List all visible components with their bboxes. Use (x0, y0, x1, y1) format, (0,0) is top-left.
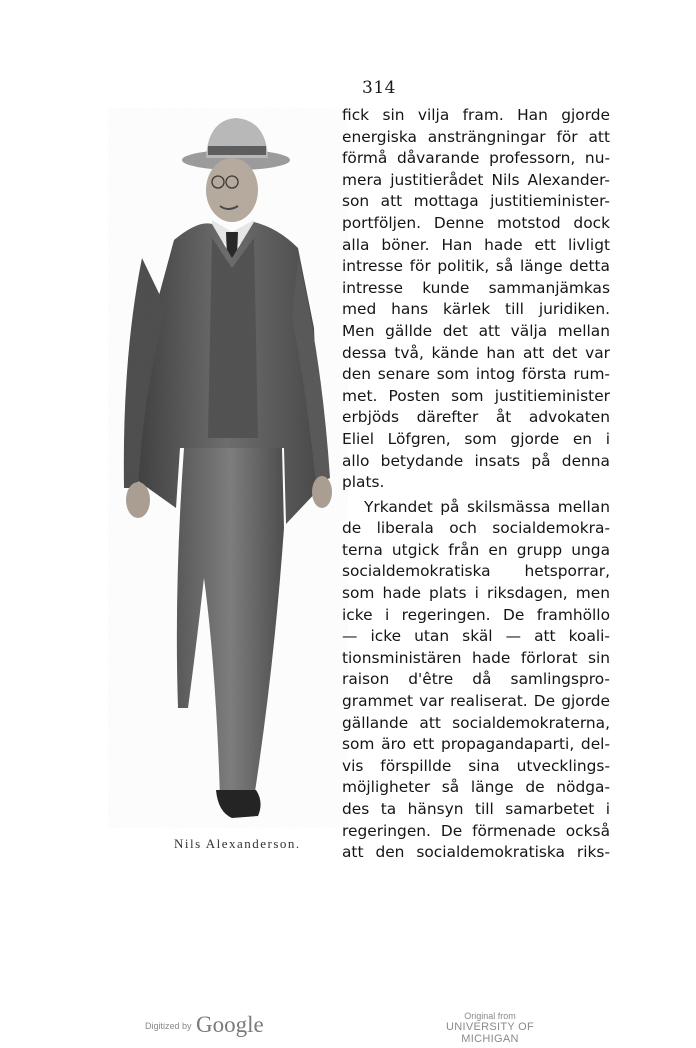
text-line: icke i regeringen. De framhöllo (342, 605, 610, 624)
original-from-watermark (424, 1011, 556, 1045)
institution-label: UNIVERSITY OF MICHIGAN (445, 1021, 535, 1045)
photo-caption: Nils Alexanderson. (174, 836, 301, 851)
page-number: 314 (362, 78, 396, 98)
text-line: intresse för politik, så länge detta (342, 257, 610, 276)
text-line: raison d'être då samlingspro- (342, 670, 610, 689)
text-line: met. Posten som justitieminister (342, 386, 610, 405)
text-line: erbjöds därefter åt advokaten (342, 408, 610, 427)
portrait-photo (108, 108, 348, 828)
text-line: portföljen. Denne motstod dock (342, 213, 610, 232)
original-from-label: Original from (464, 1011, 516, 1021)
text-line: socialdemokratiska hetsporrar, (342, 562, 610, 581)
text-line: som äro ett propagandaparti, del- (342, 735, 610, 754)
text-line: alla böner. Han hade ett livligt (342, 235, 610, 254)
text-line: energiska ansträngningar för att (342, 127, 610, 146)
body-text (342, 105, 610, 864)
text-line: plats. (342, 473, 385, 492)
text-line: möjligheter så länge de nödga- (342, 778, 610, 797)
text-line: des ta hänsyn till samarbetet i (342, 800, 610, 818)
text-line: Yrkandet på skilsmässa mellan (364, 497, 610, 516)
text-line: förmå dåvarande professorn, nu- (342, 149, 610, 168)
text-line: mera justitierådet Nils Alexander- (342, 170, 610, 189)
text-line: intresse kunde sammanjämkas (342, 278, 610, 297)
text-line: gällande att socialdemokraterna, (342, 713, 610, 732)
text-line: som hade plats i riksdagen, men (342, 584, 610, 603)
text-line: de liberala och socialdemokra- (342, 519, 610, 538)
digitized-by-watermark (145, 1012, 264, 1038)
text-line: grammet var realiserat. De gjorde (342, 692, 610, 711)
google-logo: Google (195, 1012, 264, 1037)
text-line: med hans kärlek till juridiken. (342, 300, 610, 319)
text-line: allo betydande insats på denna (342, 451, 610, 470)
text-line: Eliel Löfgren, som gjorde en i (342, 429, 610, 448)
text-line: — icke utan skäl — att koali- (342, 627, 610, 646)
text-line: Men gällde det att välja mellan (342, 321, 610, 340)
digitized-by-label: Digitized by (145, 1021, 192, 1031)
text-line: regeringen. De förmenade också (342, 821, 610, 840)
text-line: den senare som intog första rum- (342, 365, 610, 384)
text-line: vis förspillde sina utvecklings- (342, 756, 610, 775)
text-line: att den socialdemokratiska riks- (342, 843, 610, 862)
text-line: tionsministären hade förlorat sin (342, 648, 610, 667)
text-line: fick sin vilja fram. Han gjorde (342, 106, 610, 124)
text-line: son att mottaga justitieminister- (342, 192, 610, 211)
text-line: terna utgick från en grupp unga (342, 540, 610, 559)
text-line: dessa två, kände han att det var (342, 343, 610, 362)
